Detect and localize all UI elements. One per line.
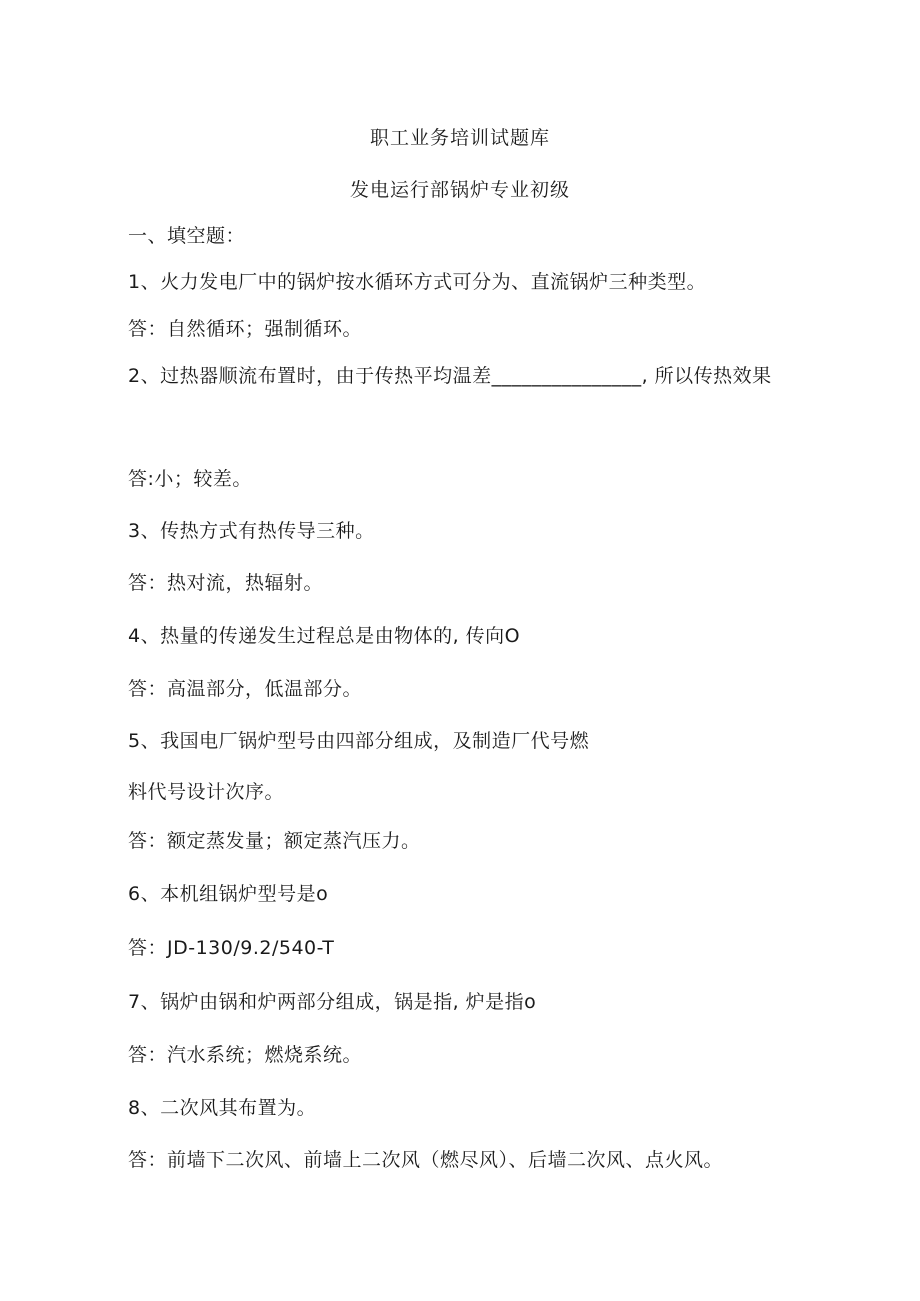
question-5-line-2: 料代号设计次序。 (128, 781, 285, 803)
answer-8: 答：前墙下二次风、前墙上二次风（燃尽风）、后墙二次风、点火风。 (128, 1149, 724, 1171)
question-7: 7、锅炉由锅和炉两部分组成，锅是指, 炉是指o (128, 991, 537, 1013)
answer-4: 答：高温部分，低温部分。 (128, 678, 363, 700)
answer-6: 答：JD-130/9.2/540-T (128, 937, 335, 959)
document-title: 职工业务培训试题库 (369, 127, 550, 149)
answer-2: 答:小；较差。 (128, 468, 252, 490)
question-3: 3、传热方式有热传导三种。 (128, 520, 375, 542)
question-6: 6、本机组锅炉型号是o (128, 883, 329, 905)
question-8: 8、二次风其布置为。 (128, 1097, 317, 1119)
answer-1: 答：自然循环；强制循环。 (128, 318, 363, 340)
section-heading: 一、填空题： (128, 225, 246, 247)
question-4: 4、热量的传递发生过程总是由物体的, 传向O (128, 625, 521, 647)
question-1: 1、火力发电厂中的锅炉按水循环方式可分为、直流锅炉三种类型。 (128, 271, 707, 293)
answer-5: 答：额定蒸发量；额定蒸汽压力。 (128, 830, 421, 852)
question-2: 2、过热器顺流布置时，由于传热平均温差_______________, 所以传热效果 (128, 365, 772, 387)
answer-3: 答：热对流，热辐射。 (128, 572, 324, 594)
question-5-line-1: 5、我国电厂锅炉型号由四部分组成，及制造厂代号燃 (128, 730, 590, 752)
document-subtitle: 发电运行部锅炉专业初级 (349, 179, 570, 201)
answer-7: 答：汽水系统；燃烧系统。 (128, 1044, 363, 1066)
